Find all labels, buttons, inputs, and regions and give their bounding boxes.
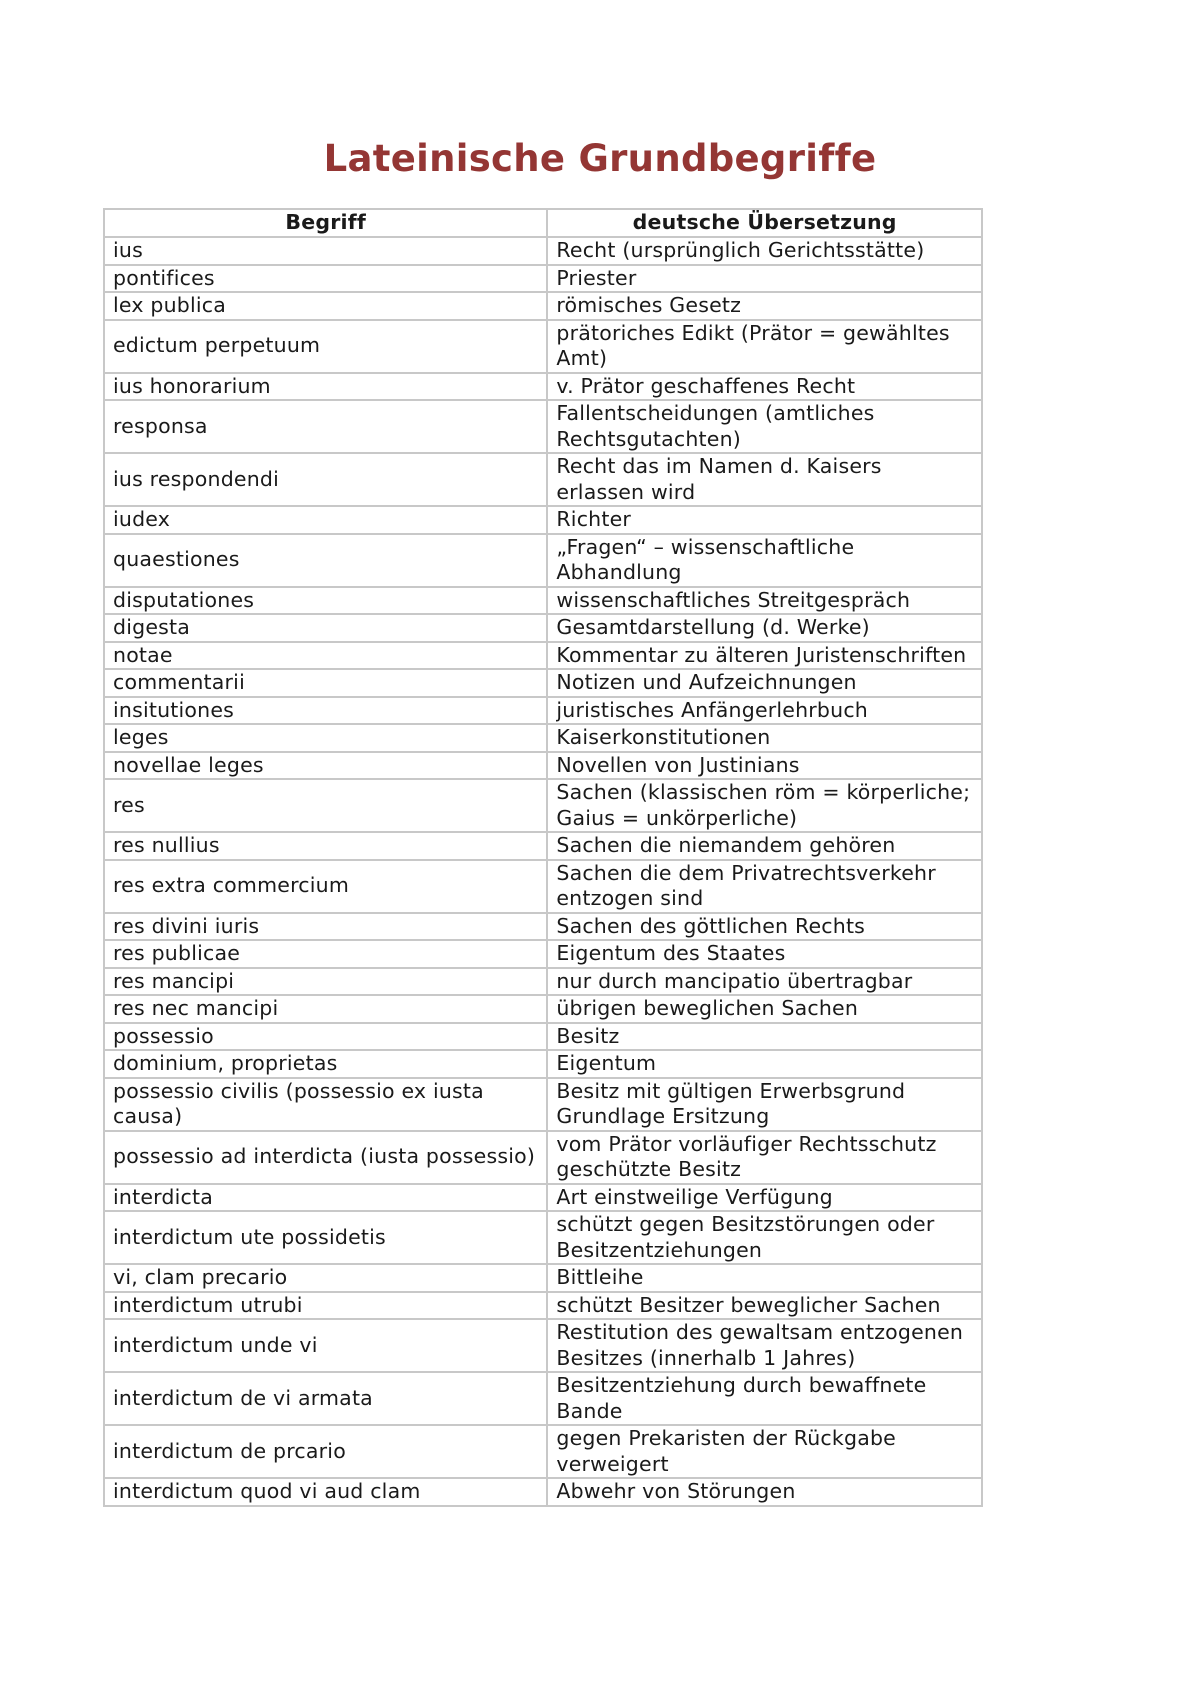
term-cell: res nullius [105, 833, 546, 859]
term-cell: possessio civilis (possessio ex iusta causa) [105, 1079, 546, 1130]
term-cell: responsa [105, 401, 546, 452]
term-cell: commentarii [105, 670, 546, 696]
table-row [105, 454, 981, 505]
translation-cell: Priester [548, 266, 981, 292]
table-row [105, 753, 981, 779]
table-row [105, 914, 981, 940]
term-cell: interdictum de prcario [105, 1426, 546, 1477]
table-row [105, 1185, 981, 1211]
term-cell: interdictum unde vi [105, 1320, 546, 1371]
term-cell: res mancipi [105, 969, 546, 995]
term-cell: pontifices [105, 266, 546, 292]
table-row [105, 1265, 981, 1291]
table-row [105, 321, 981, 372]
translation-cell: Eigentum des Staates [548, 941, 981, 967]
term-cell: vi, clam precario [105, 1265, 546, 1291]
term-cell: insitutiones [105, 698, 546, 724]
term-cell: interdictum utrubi [105, 1293, 546, 1319]
table-row [105, 374, 981, 400]
translation-cell: Besitz mit gültigen Erwerbsgrund Grundlage Ersitzung [548, 1079, 981, 1130]
term-cell: digesta [105, 615, 546, 641]
term-cell: notae [105, 643, 546, 669]
glossary-table [103, 208, 983, 1507]
term-cell: edictum perpetuum [105, 321, 546, 372]
table-row [105, 535, 981, 586]
table-header-row [105, 210, 981, 236]
translation-cell: Abwehr von Störungen [548, 1479, 981, 1505]
table-row [105, 1132, 981, 1183]
translation-cell: vom Prätor vorläufiger Rechtsschutz geschützte Besitz [548, 1132, 981, 1183]
term-cell: leges [105, 725, 546, 751]
translation-cell: Richter [548, 507, 981, 533]
table-row [105, 698, 981, 724]
translation-cell: Sachen die dem Privatrechtsverkehr entzogen sind [548, 861, 981, 912]
translation-cell: Recht das im Namen d. Kaisers erlassen wird [548, 454, 981, 505]
table-row [105, 507, 981, 533]
table-row [105, 1426, 981, 1477]
table-row [105, 1373, 981, 1424]
term-cell: ius honorarium [105, 374, 546, 400]
term-cell: possessio ad interdicta (iusta possessio) [105, 1132, 546, 1183]
table-row [105, 1024, 981, 1050]
term-cell: res publicae [105, 941, 546, 967]
translation-cell: Gesamtdarstellung (d. Werke) [548, 615, 981, 641]
term-cell: iudex [105, 507, 546, 533]
translation-cell: Recht (ursprünglich Gerichtsstätte) [548, 238, 981, 264]
term-cell: interdictum quod vi aud clam [105, 1479, 546, 1505]
table-row [105, 1212, 981, 1263]
translation-cell: Restitution des gewaltsam entzogenen Besitzes (innerhalb 1 Jahres) [548, 1320, 981, 1371]
translation-cell: Sachen (klassischen röm = körperliche; Gaius = unkörperliche) [548, 780, 981, 831]
term-cell: quaestiones [105, 535, 546, 586]
term-cell: lex publica [105, 293, 546, 319]
translation-cell: „Fragen“ – wissenschaftliche Abhandlung [548, 535, 981, 586]
table-row [105, 941, 981, 967]
term-cell: interdicta [105, 1185, 546, 1211]
translation-cell: übrigen beweglichen Sachen [548, 996, 981, 1022]
term-cell: disputationes [105, 588, 546, 614]
table-body [105, 238, 981, 1505]
table-row [105, 780, 981, 831]
table-row [105, 588, 981, 614]
translation-cell: Novellen von Justinians [548, 753, 981, 779]
term-cell: res [105, 780, 546, 831]
term-cell: interdictum de vi armata [105, 1373, 546, 1424]
term-cell: res nec mancipi [105, 996, 546, 1022]
term-cell: dominium, proprietas [105, 1051, 546, 1077]
translation-cell: schützt Besitzer beweglicher Sachen [548, 1293, 981, 1319]
translation-cell: Eigentum [548, 1051, 981, 1077]
table-row [105, 861, 981, 912]
translation-cell: Kommentar zu älteren Juristenschriften [548, 643, 981, 669]
table-row [105, 1051, 981, 1077]
translation-cell: Sachen des göttlichen Rechts [548, 914, 981, 940]
table-row [105, 266, 981, 292]
translation-cell: römisches Gesetz [548, 293, 981, 319]
term-cell: novellae leges [105, 753, 546, 779]
translation-cell: Art einstweilige Verfügung [548, 1185, 981, 1211]
table-row [105, 238, 981, 264]
table-row [105, 293, 981, 319]
translation-cell: wissenschaftliches Streitgespräch [548, 588, 981, 614]
term-cell: ius respondendi [105, 454, 546, 505]
table-row [105, 1079, 981, 1130]
term-cell: res divini iuris [105, 914, 546, 940]
translation-cell: Besitzentziehung durch bewaffnete Bande [548, 1373, 981, 1424]
translation-cell: schützt gegen Besitzstörungen oder Besitzentziehungen [548, 1212, 981, 1263]
column-header-translation: deutsche Übersetzung [548, 210, 981, 236]
translation-cell: Bittleihe [548, 1265, 981, 1291]
table-row [105, 1320, 981, 1371]
table-row [105, 996, 981, 1022]
table-row [105, 1293, 981, 1319]
term-cell: ius [105, 238, 546, 264]
column-header-term: Begriff [105, 210, 546, 236]
translation-cell: Notizen und Aufzeichnungen [548, 670, 981, 696]
table-row [105, 643, 981, 669]
table-row [105, 1479, 981, 1505]
term-cell: interdictum ute possidetis [105, 1212, 546, 1263]
translation-cell: nur durch mancipatio übertragbar [548, 969, 981, 995]
table-row [105, 401, 981, 452]
translation-cell: Besitz [548, 1024, 981, 1050]
page-title: Lateinische Grundbegriffe [323, 136, 877, 180]
translation-cell: gegen Prekaristen der Rückgabe verweigert [548, 1426, 981, 1477]
table-row [105, 670, 981, 696]
term-cell: res extra commercium [105, 861, 546, 912]
table-row [105, 725, 981, 751]
translation-cell: Sachen die niemandem gehören [548, 833, 981, 859]
translation-cell: Fallentscheidungen (amtliches Rechtsgutachten) [548, 401, 981, 452]
translation-cell: prätoriches Edikt (Prätor = gewähltes Amt) [548, 321, 981, 372]
translation-cell: juristisches Anfängerlehrbuch [548, 698, 981, 724]
table-row [105, 615, 981, 641]
table-row [105, 969, 981, 995]
term-cell: possessio [105, 1024, 546, 1050]
translation-cell: v. Prätor geschaffenes Recht [548, 374, 981, 400]
translation-cell: Kaiserkonstitutionen [548, 725, 981, 751]
table-row [105, 833, 981, 859]
